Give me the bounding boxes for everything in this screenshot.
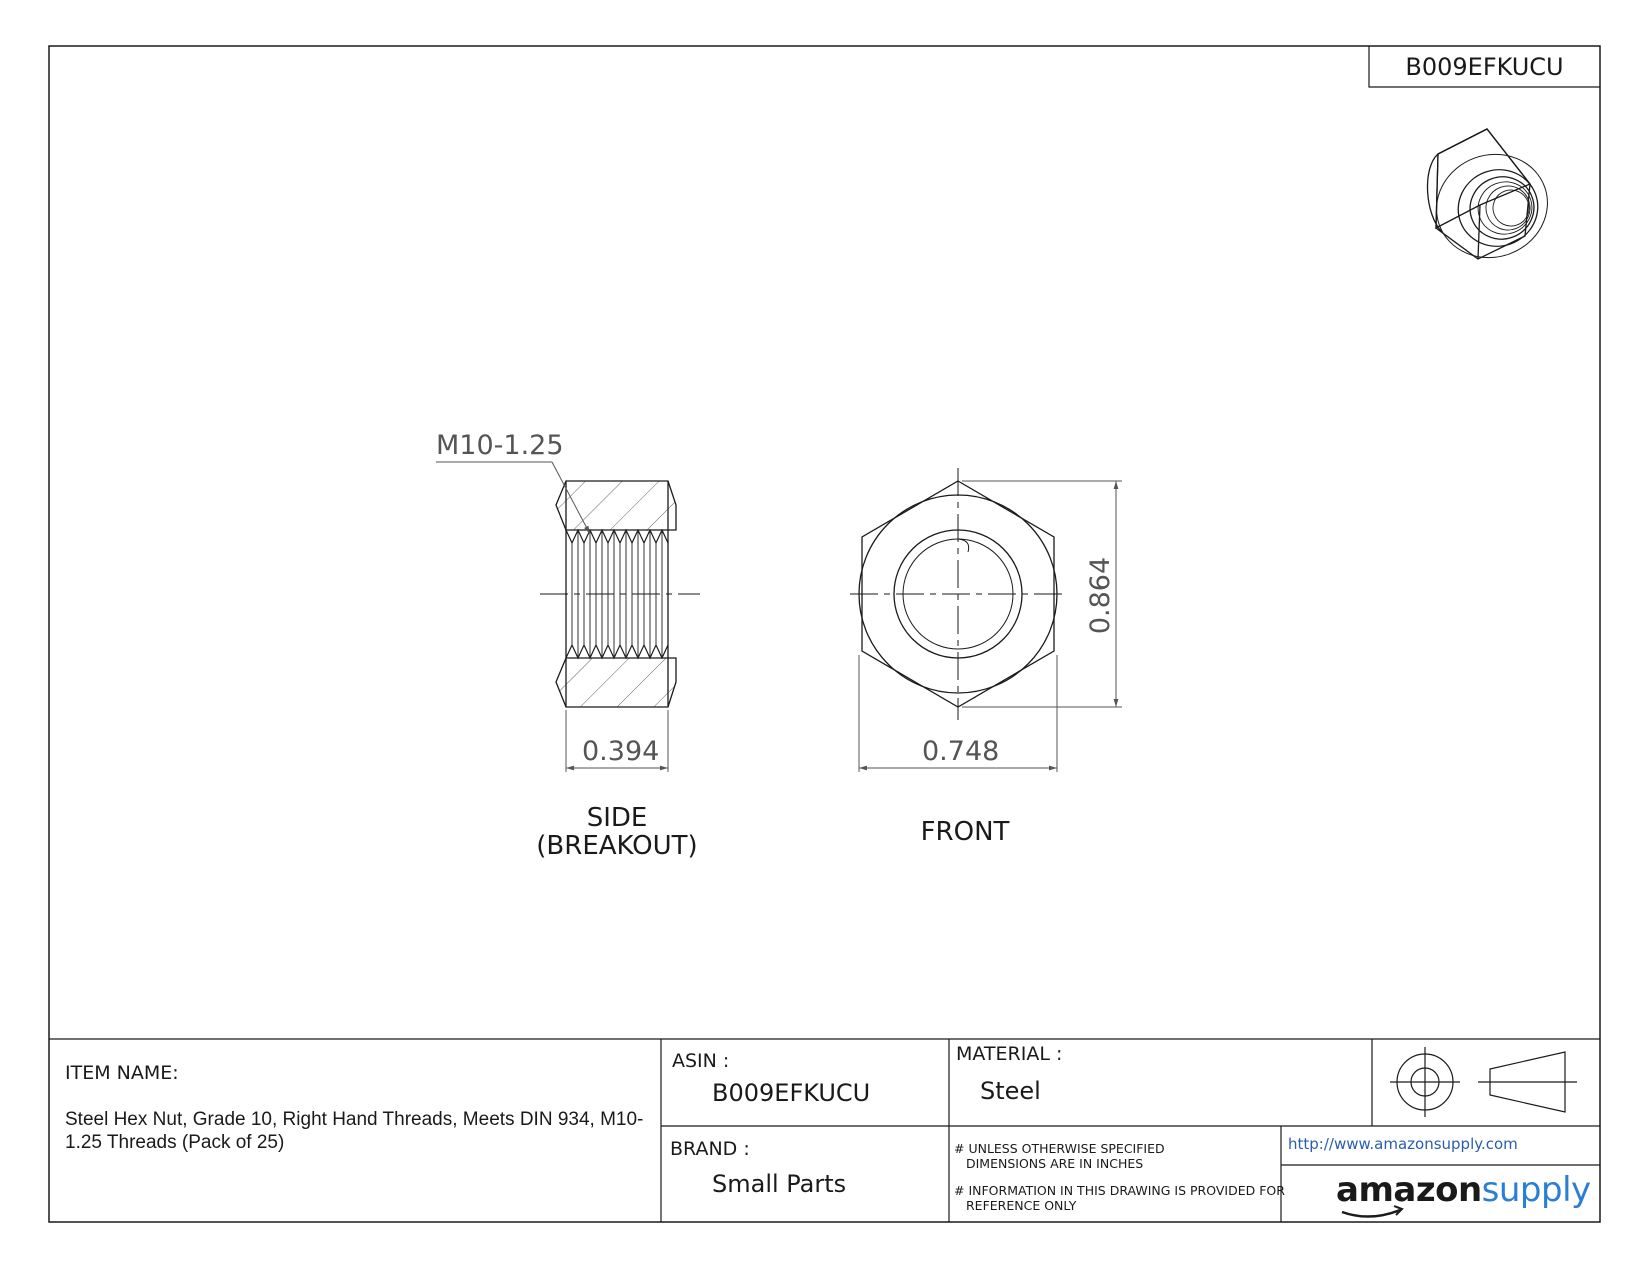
item-name-value: Steel Hex Nut, Grade 10, Right Hand Threads, Meets DIN 934, M10-1.25 Threads (Pack of 25) xyxy=(65,1109,644,1153)
amazon-smile-arrow xyxy=(1342,1210,1400,1217)
material-value: Steel xyxy=(980,1077,1041,1105)
sheet-border xyxy=(49,46,1600,1222)
front-view xyxy=(850,468,1066,720)
front-width-dimension: 0.748 xyxy=(922,736,1000,767)
projection-symbol xyxy=(1390,1047,1577,1117)
front-view-label: FRONT xyxy=(920,817,1010,847)
note-reference: # INFORMATION IN THIS DRAWING IS PROVIDED FOR REFERENCE ONLY xyxy=(954,1183,1285,1213)
item-name-label: ITEM NAME: xyxy=(65,1062,179,1084)
side-view xyxy=(540,481,700,707)
asin-label: ASIN : xyxy=(672,1050,730,1072)
brand-value: Small Parts xyxy=(712,1170,847,1198)
side-view-label: SIDE (BREAKOUT) xyxy=(536,803,698,861)
side-width-dimension: 0.394 xyxy=(582,736,660,767)
thread-callout: M10-1.25 xyxy=(436,430,564,461)
isometric-nut xyxy=(1422,129,1562,273)
supplier-url-link[interactable]: http://www.amazonsupply.com xyxy=(1288,1135,1518,1153)
part-number-label: B009EFKUCU xyxy=(1405,53,1564,81)
brand-label: BRAND : xyxy=(670,1138,750,1160)
material-label: MATERIAL : xyxy=(956,1043,1063,1065)
front-height-dimension: 0.864 xyxy=(1085,556,1117,635)
front-view-dimensions xyxy=(859,481,1122,772)
amazonsupply-logo: amazonsupply xyxy=(1336,1170,1591,1210)
asin-value: B009EFKUCU xyxy=(712,1079,871,1107)
note-dimensions: # UNLESS OTHERWISE SPECIFIED DIMENSIONS ARE IN INCHES xyxy=(954,1141,1165,1171)
